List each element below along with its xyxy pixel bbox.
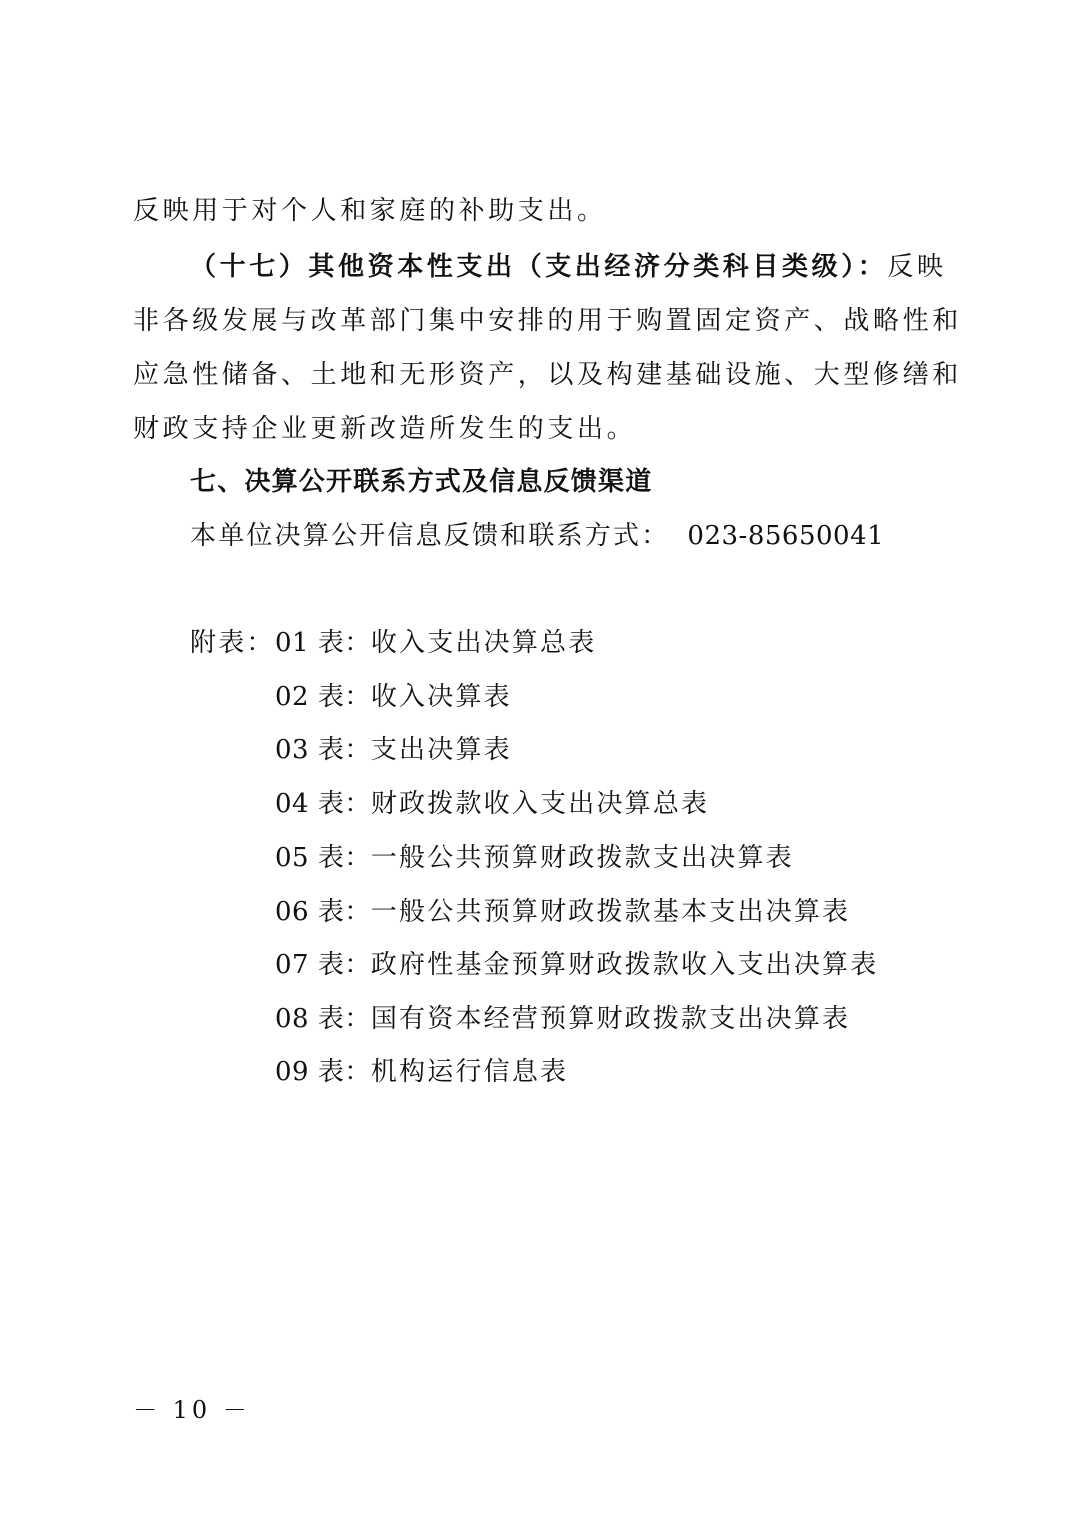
section-7-heading: 七、决算公开联系方式及信息反馈渠道 — [190, 467, 653, 497]
attachment-item — [275, 1057, 568, 1087]
attachment-code: 07 表： — [275, 950, 371, 980]
attachment-item — [275, 897, 850, 927]
attachment-name: 一般公共预算财政拨款支出决算表 — [370, 843, 794, 873]
attachment-code: 09 表： — [275, 1057, 371, 1087]
attachment-code: 02 表： — [275, 682, 371, 712]
attachment-code: 01 表： — [275, 628, 371, 658]
attachment-name: 支出决算表 — [370, 735, 512, 765]
attachment-name: 财政拨款收入支出决算总表 — [370, 789, 710, 819]
attachment-code: 05 表： — [275, 843, 371, 873]
para-17-line-1-rest: 反映 — [887, 252, 947, 282]
attachment-item — [275, 1004, 850, 1034]
attachment-item — [275, 735, 512, 765]
attachments-label: 附表： — [190, 628, 275, 658]
para-17-line-3: 应急性储备、土地和无形资产，以及构建基础设施、大型修缮和 — [133, 360, 962, 390]
attachment-name: 国有资本经营预算财政拨款支出决算表 — [370, 1004, 851, 1034]
attachment-code: 08 表： — [275, 1004, 371, 1034]
page-number: － 10 － — [133, 1396, 251, 1424]
attachment-item — [275, 843, 794, 873]
attachment-name: 收入支出决算总表 — [370, 628, 597, 658]
body-line-1: 反映用于对个人和家庭的补助支出。 — [133, 196, 607, 226]
attachment-name: 政府性基金预算财政拨款收入支出决算表 — [370, 950, 879, 980]
attachment-code: 04 表： — [275, 789, 371, 819]
attachment-item — [275, 682, 512, 712]
para-17-title: （十七）其他资本性支出（支出经济分类科目类级）： — [190, 252, 888, 282]
para-17-line-4: 财政支持企业更新改造所发生的支出。 — [133, 414, 637, 444]
contact-phone: 023-85650041 — [687, 521, 885, 551]
para-17-line-1 — [190, 252, 945, 282]
attachment-item — [275, 789, 709, 819]
attachment-name: 一般公共预算财政拨款基本支出决算表 — [370, 897, 851, 927]
attachment-name: 收入决算表 — [370, 682, 512, 712]
contact-line — [190, 521, 910, 551]
attachment-code: 06 表： — [275, 897, 371, 927]
attachment-name: 机构运行信息表 — [370, 1057, 569, 1087]
attachment-item — [275, 950, 878, 980]
attachment-code: 03 表： — [275, 735, 371, 765]
para-17-line-2: 非各级发展与改革部门集中安排的用于购置固定资产、战略性和 — [133, 306, 962, 336]
contact-label: 本单位决算公开信息反馈和联系方式： — [190, 521, 670, 551]
attachment-item — [275, 628, 596, 658]
